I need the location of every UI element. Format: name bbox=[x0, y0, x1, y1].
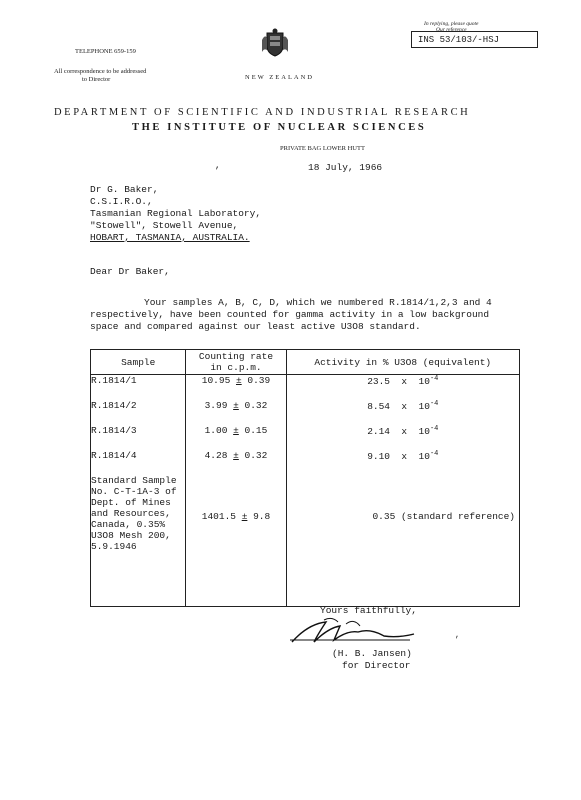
department-title: DEPARTMENT OF SCIENTIFIC AND INDUSTRIAL RESEARCH bbox=[54, 107, 471, 118]
rate-header-line1: Counting rate bbox=[198, 351, 274, 362]
ref-caption-2: Our reference bbox=[436, 27, 467, 33]
rate-header-line2: in c.p.m. bbox=[210, 362, 262, 373]
correspondence-note-2: to Director bbox=[82, 76, 111, 83]
reference-number-box: INS 53/103/-HSJ bbox=[411, 31, 538, 48]
telephone: TELEPHONE 659-159 bbox=[75, 48, 136, 55]
sample-id: R.1814/1 bbox=[91, 375, 186, 401]
valediction: Yours faithfully, bbox=[320, 605, 417, 616]
coat-of-arms-icon bbox=[262, 28, 288, 58]
activity-value: 2.14 x $10^{-4}$ bbox=[286, 425, 519, 450]
table-row bbox=[91, 400, 520, 425]
country: NEW ZEALAND bbox=[245, 74, 314, 81]
table-row bbox=[91, 450, 520, 475]
table-row-standard bbox=[91, 475, 520, 607]
counting-rate: 10.95 ± 0.39 bbox=[186, 375, 286, 401]
standard-counting-rate: 1401.5 ± 9.8 bbox=[186, 475, 286, 607]
body-line: respectively, have been counted for gamma activity in a low background bbox=[90, 309, 490, 320]
sample-id: R.1814/4 bbox=[91, 450, 186, 475]
institute-title: THE INSTITUTE OF NUCLEAR SCIENCES bbox=[132, 122, 427, 133]
counting-rate: 1.00 ± 0.15 bbox=[186, 425, 286, 450]
results-table bbox=[90, 349, 520, 607]
body-line: space and compared against our least active U3O8 standard. bbox=[90, 321, 421, 332]
activity-value: 8.54 x $10^{-4}$ bbox=[286, 400, 519, 425]
sample-id: R.1814/3 bbox=[91, 425, 186, 450]
stray-mark: , bbox=[215, 161, 221, 171]
recipient-line: C.S.I.R.O., bbox=[90, 196, 153, 207]
standard-sample-description: Standard Sample No. C-T-1A-3 of Dept. of Mines and Resources, Canada, 0.35% U3O8 Mesh 200, 5.9.1946 bbox=[91, 475, 186, 607]
stray-mark: , bbox=[455, 631, 460, 640]
activity-value: 9.10 x $10^{-4}$ bbox=[286, 450, 519, 475]
table-row bbox=[91, 425, 520, 450]
counting-rate: 4.28 ± 0.32 bbox=[186, 450, 286, 475]
activity-value: 23.5 x $10^{-4}$ bbox=[286, 375, 519, 401]
table-row bbox=[91, 375, 520, 401]
letter-date: 18 July, 1966 bbox=[308, 162, 383, 173]
body-line: Your samples A, B, C, D, which we numbered R.1814/1,2,3 and 4 bbox=[144, 297, 492, 308]
column-header-sample: Sample bbox=[91, 350, 186, 375]
column-header-activity: Activity in % U3O8 (equivalent) bbox=[286, 350, 519, 375]
counting-rate: 3.99 ± 0.32 bbox=[186, 400, 286, 425]
ref-caption: In replying, please quote bbox=[424, 21, 479, 27]
recipient-line: "Stowell", Stowell Avenue, bbox=[90, 220, 239, 231]
signature bbox=[288, 614, 418, 648]
sample-id: R.1814/2 bbox=[91, 400, 186, 425]
standard-activity: 0.35 (standard reference) bbox=[286, 475, 519, 607]
column-header-rate bbox=[186, 350, 286, 375]
correspondence-note: All correspondence to be addressed bbox=[54, 68, 147, 75]
signatory-title: for Director bbox=[342, 660, 411, 671]
recipient-line: Tasmanian Regional Laboratory, bbox=[90, 208, 262, 219]
recipient-line: HOBART, TASMANIA, AUSTRALIA. bbox=[90, 232, 250, 243]
signatory-name: (H. B. Jansen) bbox=[332, 648, 412, 659]
recipient-line: Dr G. Baker, bbox=[90, 184, 159, 195]
salutation: Dear Dr Baker, bbox=[90, 266, 170, 277]
postal-address: PRIVATE BAG LOWER HUTT bbox=[280, 145, 365, 152]
